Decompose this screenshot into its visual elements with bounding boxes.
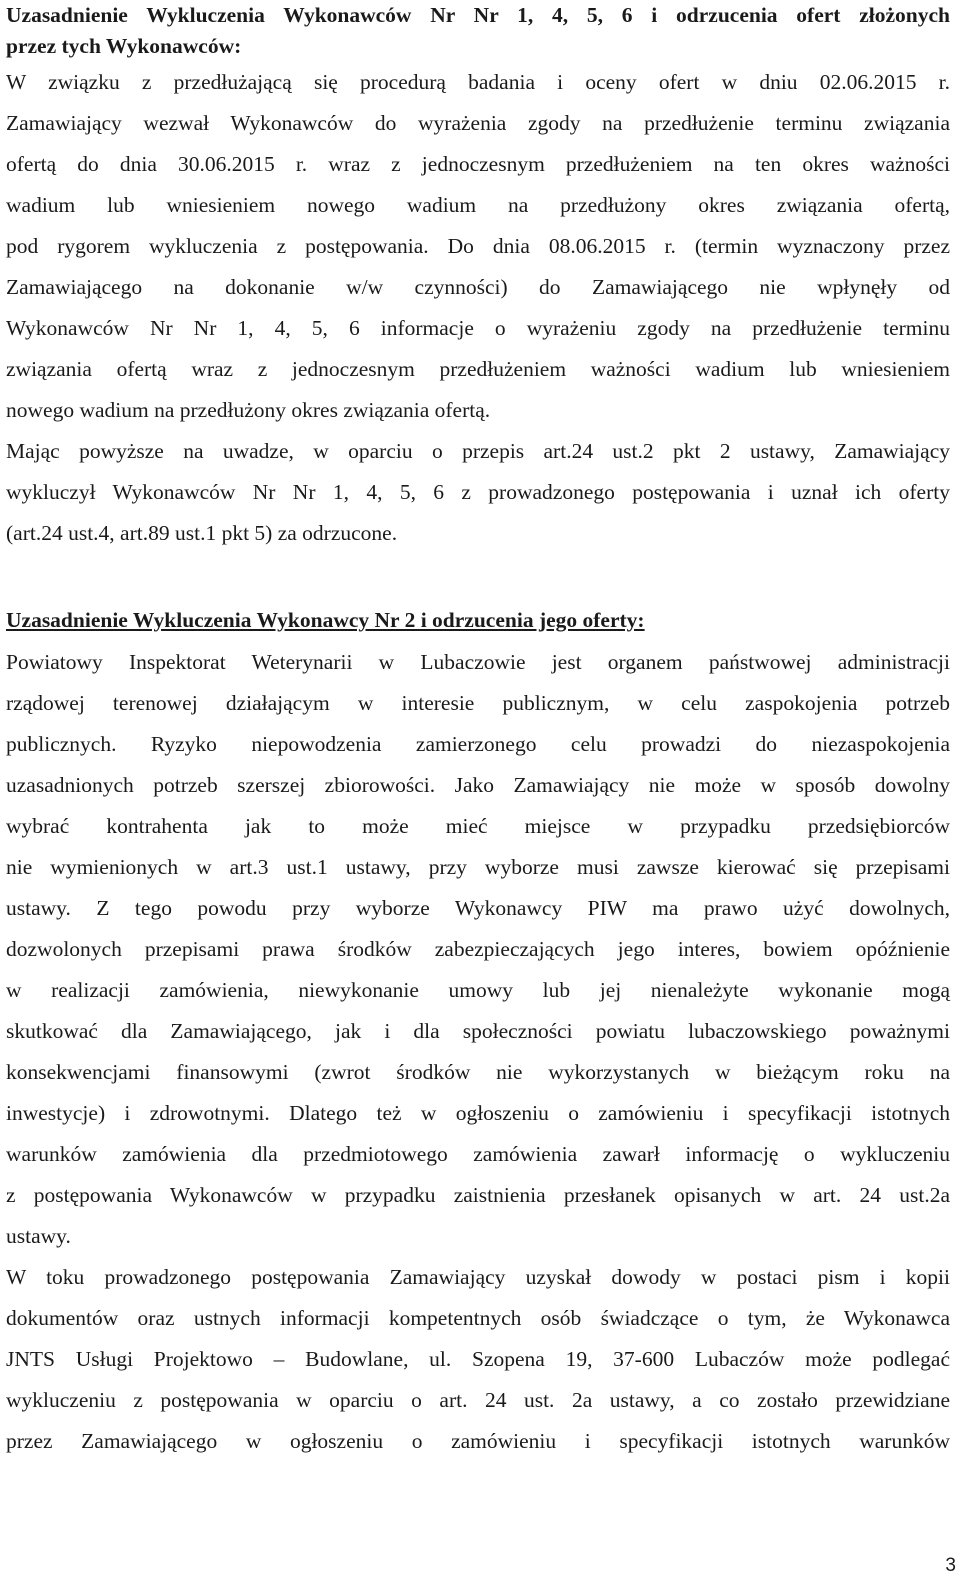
section1-line-12: (art.24 ust.4, art.89 ust.1 pkt 5) za odrzucone. bbox=[6, 521, 398, 545]
section2-line-15: ustawy. bbox=[6, 1224, 71, 1248]
section1-line-8: związania ofertą wraz z jednoczesnym przedłużeniem ważności wadium lub wniesieniem bbox=[6, 357, 950, 381]
section2-line-6: nie wymienionych w art.3 ust.1 ustawy, przy wyborze musi zawsze kierować się przepisami bbox=[6, 855, 950, 879]
section1-line-2: Zamawiający wezwał Wykonawców do wyrażenia zgody na przedłużenie terminu związania bbox=[6, 111, 950, 135]
section1-line-5: pod rygorem wykluczenia z postępowania. Do dnia 08.06.2015 r. (termin wyznaczony przez bbox=[6, 234, 950, 258]
section1-line-3: ofertą do dnia 30.06.2015 r. wraz z jednoczesnym przedłużeniem na ten okres ważności bbox=[6, 152, 950, 176]
section1-line-7: Wykonawców Nr Nr 1, 4, 5, 6 informacje o wyrażeniu zgody na przedłużenie terminu bbox=[6, 316, 950, 340]
section2-line-4: uzasadnionych potrzeb szerszej zbiorowości. Jako Zamawiający nie może w sposób dowolny bbox=[6, 773, 950, 797]
section2-line-14: z postępowania Wykonawców w przypadku zaistnienia przesłanek opisanych w art. 24 ust.2a bbox=[6, 1183, 950, 1207]
section2-line-10: skutkować dla Zamawiającego, jak i dla społeczności powiatu lubaczowskiego poważnymi bbox=[6, 1019, 950, 1043]
section2-line-7: ustawy. Z tego powodu przy wyborze Wykonawcy PIW ma prawo użyć dowolnych, bbox=[6, 896, 950, 920]
section1-line-9: nowego wadium na przedłużony okres związania ofertą. bbox=[6, 398, 491, 422]
section2-line-16: W toku prowadzonego postępowania Zamawiający uzyskał dowody w postaci pism i kopii bbox=[6, 1265, 950, 1289]
section2-line-18: JNTS Usługi Projektowo – Budowlane, ul. Szopena 19, 37-600 Lubaczów może podlegać bbox=[6, 1347, 950, 1371]
section2-line-12: inwestycje) i zdrowotnymi. Dlatego też w ogłoszeniu o zamówieniu i specyfikacji istotnych bbox=[6, 1101, 950, 1125]
section1-line-10: Mając powyższe na uwadze, w oparciu o przepis art.24 ust.2 pkt 2 ustawy, Zamawiający bbox=[6, 439, 950, 463]
section2-line-20: przez Zamawiającego w ogłoszeniu o zamówieniu i specyfikacji istotnych warunków bbox=[6, 1429, 950, 1453]
section2-line-3: publicznych. Ryzyko niepowodzenia zamierzonego celu prowadzi do niezaspokojenia bbox=[6, 732, 950, 756]
section1-line-6: Zamawiającego na dokonanie w/w czynności) do Zamawiającego nie wpłynęły od bbox=[6, 275, 950, 299]
section1-heading-line-2: przez tych Wykonawców: bbox=[6, 34, 242, 58]
section2-line-8: dozwolonych przepisami prawa środków zabezpieczających jego interes, bowiem opóźnienie bbox=[6, 937, 950, 961]
section2-line-13: warunków zamówienia dla przedmiotowego zamówienia zawarł informację o wykluczeniu bbox=[6, 1142, 950, 1166]
page-number: 3 bbox=[945, 1555, 956, 1576]
section1-line-1: W związku z przedłużającą się procedurą badania i oceny ofert w dniu 02.06.2015 r. bbox=[6, 70, 950, 94]
section2-line-17: dokumentów oraz ustnych informacji kompetentnych osób świadczące o tym, że Wykonawca bbox=[6, 1306, 950, 1330]
section2-line-2: rządowej terenowej działającym w interesie publicznym, w celu zaspokojenia potrzeb bbox=[6, 691, 950, 715]
section1-heading-line-1: Uzasadnienie Wykluczenia Wykonawców Nr Nr 1, 4, 5, 6 i odrzucenia ofert złożonych bbox=[6, 3, 950, 27]
section2-heading: Uzasadnienie Wykluczenia Wykonawcy Nr 2 i odrzucenia jego oferty: bbox=[6, 608, 645, 632]
section2-line-5: wybrać kontrahenta jak to może mieć miejsce w przypadku przedsiębiorców bbox=[6, 814, 950, 838]
section2-line-9: w realizacji zamówienia, niewykonanie umowy lub jej nienależyte wykonanie mogą bbox=[6, 978, 950, 1002]
section2-line-19: wykluczeniu z postępowania w oparciu o art. 24 ust. 2a ustawy, a co zostało przewidziane bbox=[6, 1388, 950, 1412]
section1-line-11: wykluczył Wykonawców Nr Nr 1, 4, 5, 6 z prowadzonego postępowania i uznał ich oferty bbox=[6, 480, 950, 504]
section2-line-11: konsekwencjami finansowymi (zwrot środków nie wykorzystanych w bieżącym roku na bbox=[6, 1060, 950, 1084]
section1-line-4: wadium lub wniesieniem nowego wadium na przedłużony okres związania ofertą, bbox=[6, 193, 950, 217]
section2-line-1: Powiatowy Inspektorat Weterynarii w Lubaczowie jest organem państwowej administracji bbox=[6, 650, 950, 674]
